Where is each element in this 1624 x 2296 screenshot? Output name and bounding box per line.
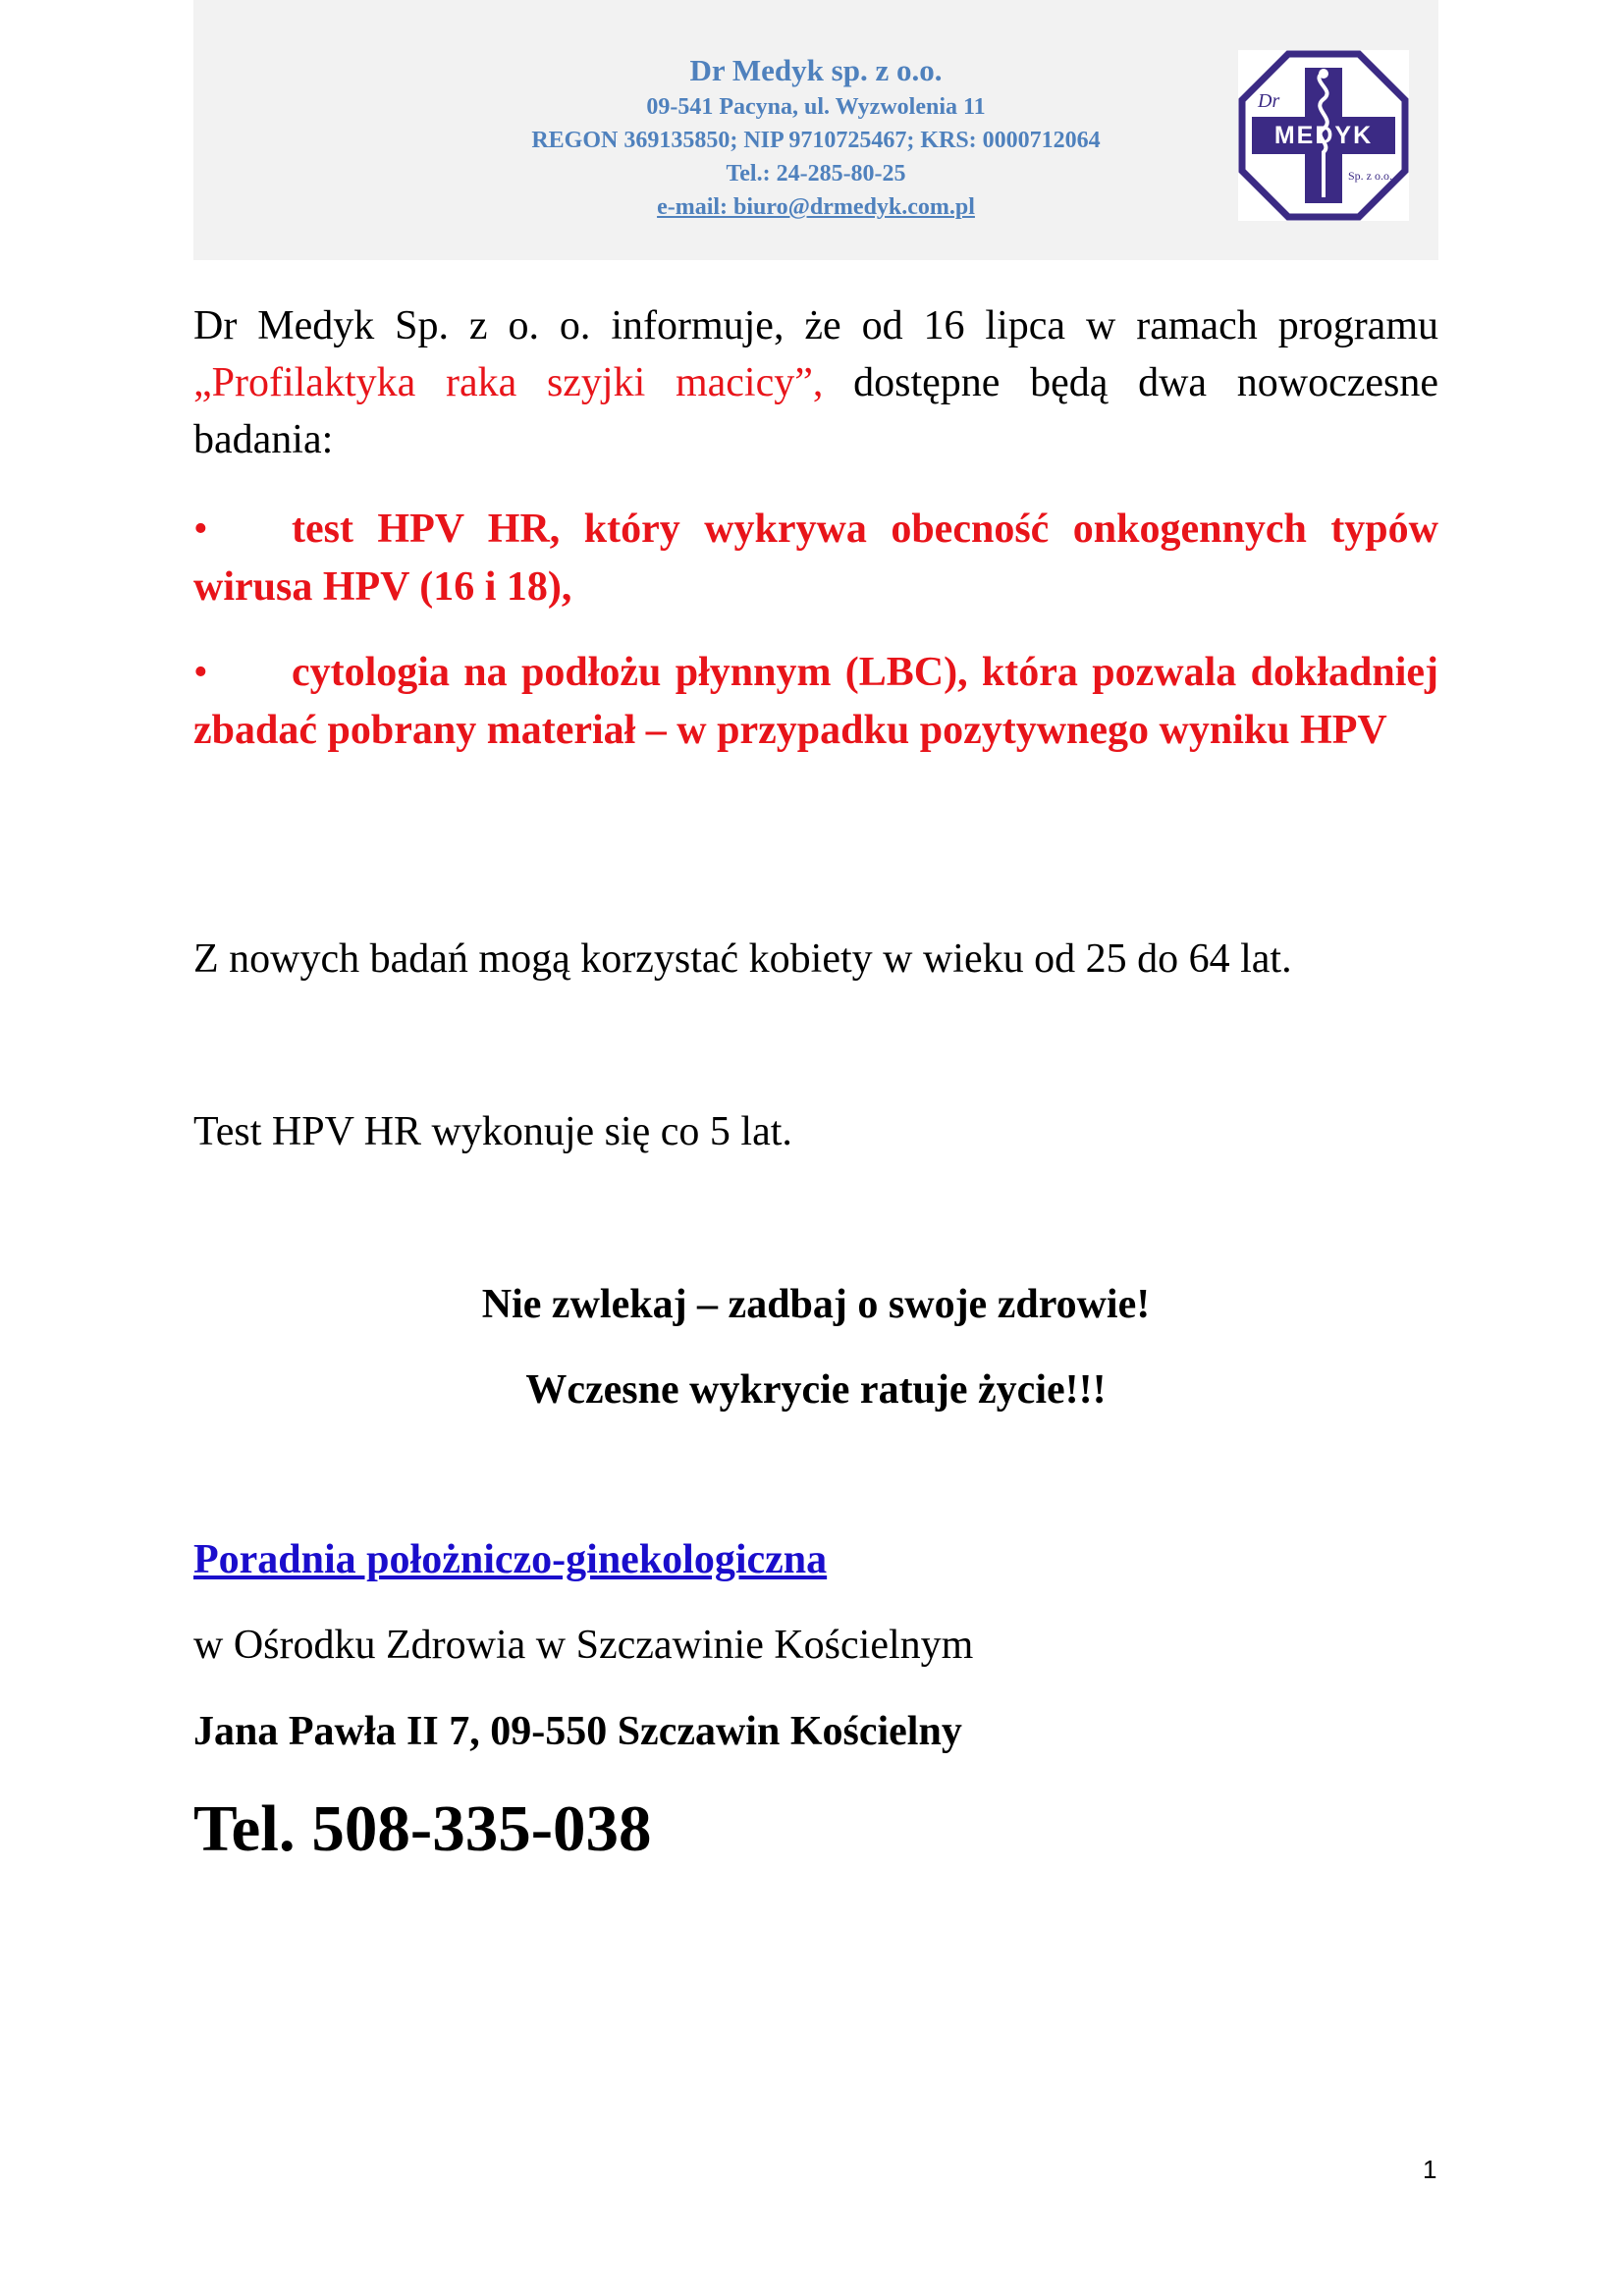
company-registry: REGON 369135850; NIP 9710725467; KRS: 0000712064 [531,128,1101,153]
clinic-phone: Tel. 508-335-038 [193,1792,652,1865]
bullet-marker: • [193,650,208,695]
clinic-location: w Ośrodku Zdrowia w Szczawinie Kościelnym [193,1623,974,1668]
intro-prefix: Dr Medyk Sp. z o. o. informuje, że od 16 lipca w ramach programu [193,303,1438,348]
clinic-name-link[interactable]: Poradnia położniczo-ginekologiczna [193,1537,828,1582]
clinic-address: Jana Pawła II 7, 09-550 Szczawin Kościelny [193,1709,962,1754]
logo-graphic [1238,50,1409,221]
slogan-primary: Nie zwlekaj – zadbaj o swoje zdrowie! [481,1282,1151,1327]
logo-suffix-text: Sp. z o.o. [1348,169,1392,183]
dr-medyk-logo [1238,50,1409,221]
company-email-link[interactable]: e-mail: biuro@drmedyk.com.pl [657,194,975,220]
company-address: 09-541 Pacyna, ul. Wyzwolenia 11 [646,94,986,120]
letterhead [193,0,1438,260]
program-name: „Profilaktyka raka szyjki macicy”, [193,360,824,405]
bullet-marker: • [193,507,208,552]
list-item [193,644,1438,760]
company-name: Dr Medyk sp. z o.o. [689,53,943,87]
test-interval-info: Test HPV HR wykonuje się co 5 lat. [193,1109,792,1154]
bullet-text: cytologia na podłożu płynnym (LBC), która pozwala dokładniej zbadać pobrany materiał – w przypadku pozytywnego wyniku HPV [193,650,1438,753]
intro-paragraph [193,297,1438,468]
intro-suffix: dostępne będą dwa nowoczesne badania: [193,360,1439,462]
slogan-secondary: Wczesne wykrycie ratuje życie!!! [525,1367,1107,1413]
company-phone: Tel.: 24-285-80-25 [726,161,906,187]
age-info: Z nowych badań mogą korzystać kobiety w wieku od 25 do 64 lat. [193,936,1292,982]
list-item [193,501,1438,616]
logo-dr-text: Dr [1258,90,1280,112]
page-number: 1 [1423,2155,1437,2184]
logo-brand-text: MEDYK [1273,122,1374,149]
bullet-text: test HPV HR, który wykrywa obecność onkogennych typów wirusa HPV (16 i 18), [193,507,1438,610]
